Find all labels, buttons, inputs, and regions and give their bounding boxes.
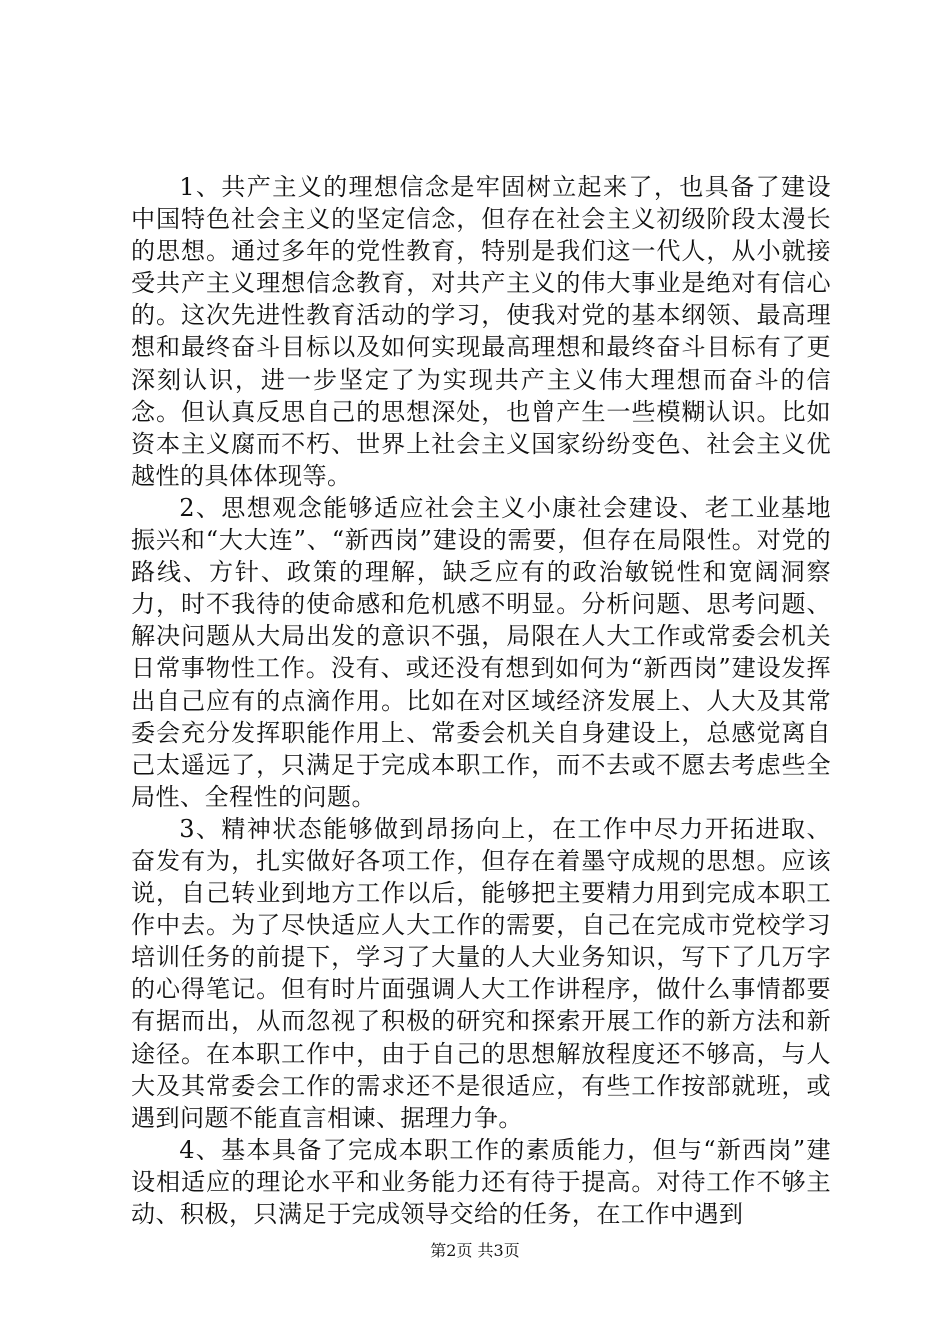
paragraph-4: 4、基本具备了完成本职工作的素质能力，但与“新西岗”建设相适应的理论水平和业务能力还有待于提高。对待工作不够主动、积极，只满足于完成领导交给的任务，在工作中遇到 <box>131 1135 831 1228</box>
paragraph-2: 2、思想观念能够适应社会主义小康社会建设、老工业基地振兴和“大大连”、“新西岗”建设的需要，但存在局限性。对党的路线、方针、政策的理解，缺乏应有的政治敏锐性和宽阔洞察力，时不我待的使命感和危机感不明显。分析问题、思考问题、解决问题从大局出发的意识不强，局限在人大工作或常委会机关日常事物性工作。没有、或还没有想到如何为“新西岗”建设发挥出自己应有的点滴作用。比如在对区域经济发展上、人大及其常委会充分发挥职能作用上、常委会机关自身建设上，总感觉离自己太遥远了，只满足于完成本职工作，而不去或不愿去考虑些全局性、全程性的问题。 <box>131 493 831 811</box>
document-body <box>131 171 831 1230</box>
paragraph-3: 3、精神状态能够做到昂扬向上，在工作中尽力开拓进取、奋发有为，扎实做好各项工作，但存在着墨守成规的思想。应该说，自己转业到地方工作以后，能够把主要精力用到完成本职工作中去。为了尽快适应人大工作的需要，自己在完成市党校学习培训任务的前提下，学习了大量的人大业务知识，写下了几万字的心得笔记。但有时片面强调人大工作讲程序，做什么事情都要有据而出，从而忽视了积极的研究和探索开展工作的新方法和新途径。在本职工作中，由于自己的思想解放程度还不够高，与人大及其常委会工作的需求还不是很适应，有些工作按部就班，或遇到问题不能直言相谏、据理力争。 <box>131 814 831 1132</box>
page-number-footer: 第2页 共3页 <box>430 1241 520 1260</box>
paragraph-1: 1、共产主义的理想信念是牢固树立起来了，也具备了建设中国特色社会主义的坚定信念，但存在社会主义初级阶段太漫长的思想。通过多年的党性教育，特别是我们这一代人，从小就接受共产主义理想信念教育，对共产主义的伟大事业是绝对有信心的。这次先进性教育活动的学习，使我对党的基本纲领、最高理想和最终奋斗目标以及如何实现最高理想和最终奋斗目标有了更深刻认识，进一步坚定了为实现共产主义伟大理想而奋斗的信念。但认真反思自己的思想深处，也曾产生一些模糊认识。比如资本主义腐而不朽、世界上社会主义国家纷纷变色、社会主义优越性的具体体现等。 <box>131 173 831 490</box>
